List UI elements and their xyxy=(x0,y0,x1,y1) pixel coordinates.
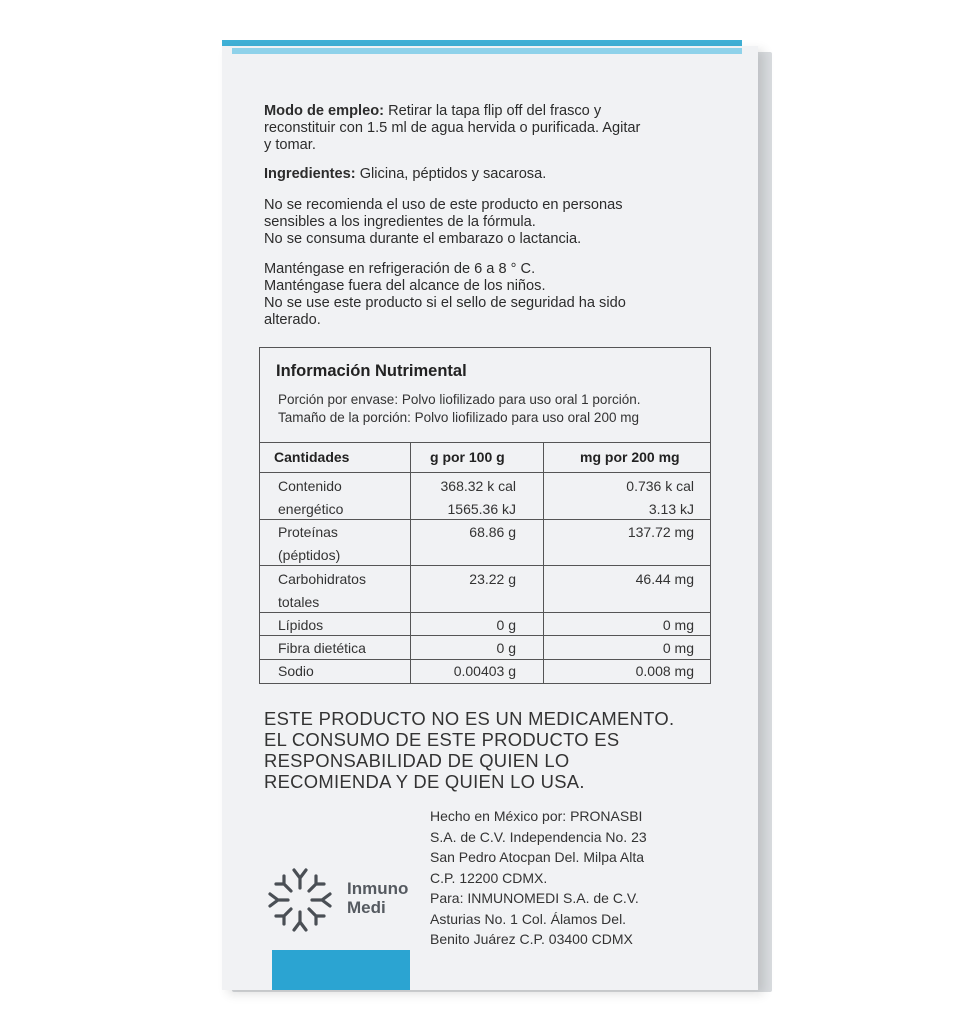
row-mg-value: 137.72 mg xyxy=(627,524,694,540)
disclaimer-line: RESPONSABILIDAD DE QUIEN LO xyxy=(264,750,570,771)
row-name: Contenido xyxy=(278,478,342,494)
manufacturer-line: Benito Juárez C.P. 03400 CDMX xyxy=(430,931,633,947)
row-g-value: 23.22 g xyxy=(469,571,516,587)
portion-size: Tamaño de la porción: Polvo liofilizado para uso oral 200 mg xyxy=(278,410,639,425)
manufacturer-line: Asturias No. 1 Col. Álamos Del. xyxy=(430,910,627,927)
portion-per-container: Porción por envase: Polvo liofilizado para uso oral 1 porción. xyxy=(278,392,641,407)
ingredients-label: Ingredientes: xyxy=(264,166,356,182)
table-divider xyxy=(260,472,710,473)
ingredients-paragraph xyxy=(264,166,714,183)
nutrition-table xyxy=(259,347,711,684)
warning-line: Manténgase fuera del alcance de los niños. xyxy=(264,278,546,294)
usage-paragraph xyxy=(264,103,714,154)
disclaimer-line: RECOMIENDA Y DE QUIEN LO USA. xyxy=(264,771,585,792)
usage-line2: reconstituir con 1.5 ml de agua hervida o purificada. Agitar xyxy=(264,120,641,136)
manufacturer-info xyxy=(430,806,730,950)
row-name: Proteínas xyxy=(278,524,338,540)
warning-line: No se recomienda el uso de este producto en personas xyxy=(264,197,623,213)
warning-line: No se use este producto si el sello de seguridad ha sido xyxy=(264,295,626,311)
row-mg-value: 0.008 mg xyxy=(635,663,694,679)
nutrition-title: Información Nutrimental xyxy=(276,362,467,380)
usage-line3: y tomar. xyxy=(264,137,316,153)
row-mg-value: 46.44 mg xyxy=(635,571,694,587)
row-name: Carbohidratos xyxy=(278,571,366,587)
disclaimer-line: ESTE PRODUCTO NO ES UN MEDICAMENTO. xyxy=(264,708,675,729)
brand-line1: Inmuno xyxy=(347,879,409,898)
usage-label: Modo de empleo: xyxy=(264,103,384,119)
row-name: Lípidos xyxy=(278,617,324,633)
bottom-accent-band xyxy=(272,950,410,990)
row-mg-value: 3.13 kJ xyxy=(648,501,694,517)
manufacturer-line: Para: INMUNOMEDI S.A. de C.V. xyxy=(430,890,639,906)
row-name: Fibra dietética xyxy=(278,640,366,656)
row-name: Sodio xyxy=(278,663,314,679)
warning-line: Manténgase en refrigeración de 6 a 8 ° C. xyxy=(264,261,536,277)
table-divider xyxy=(260,612,710,613)
manufacturer-line: S.A. de C.V. Independencia No. 23 xyxy=(430,828,647,845)
row-g-value: 0.00403 g xyxy=(453,663,516,679)
row-g-value: 0 g xyxy=(496,617,516,633)
table-column-divider xyxy=(543,442,544,683)
row-name: energético xyxy=(278,501,344,517)
header-mg-per-200mg: mg por 200 mg xyxy=(580,449,680,465)
top-accent-band-light xyxy=(232,48,742,54)
row-g-value: 368.32 k cal xyxy=(440,478,516,494)
row-g-value: 1565.36 kJ xyxy=(447,501,516,517)
disclaimer-line: EL CONSUMO DE ESTE PRODUCTO ES xyxy=(264,729,620,750)
warning-line: No se consuma durante el embarazo o lactancia. xyxy=(264,231,582,247)
manufacturer-line: San Pedro Atocpan Del. Milpa Alta xyxy=(430,849,645,865)
ingredients-text: Glicina, péptidos y sacarosa. xyxy=(359,166,547,182)
brand-line2: Medi xyxy=(347,898,386,917)
brand-name xyxy=(347,879,408,917)
manufacturer-line: Hecho en México por: PRONASBI xyxy=(430,808,643,824)
row-mg-value: 0 mg xyxy=(662,617,694,633)
warning-line: sensibles a los ingredientes de la fórmula. xyxy=(264,214,536,230)
table-divider xyxy=(260,442,710,443)
warnings-block-2 xyxy=(264,261,714,329)
usage-line1: Retirar la tapa flip off del frasco y xyxy=(388,103,602,119)
row-name: totales xyxy=(278,594,320,610)
row-name: (péptidos) xyxy=(278,547,341,563)
table-column-divider xyxy=(410,442,411,683)
row-g-value: 68.86 g xyxy=(469,524,516,540)
disclaimer xyxy=(264,708,724,792)
row-g-value: 0 g xyxy=(496,640,516,656)
antibody-cluster-icon xyxy=(264,866,336,939)
row-mg-value: 0.736 k cal xyxy=(626,478,694,494)
warnings-block-1 xyxy=(264,197,714,248)
header-quantities: Cantidades xyxy=(274,449,350,465)
header-g-per-100g: g por 100 g xyxy=(430,449,505,465)
manufacturer-line: C.P. 12200 CDMX. xyxy=(430,869,548,886)
warning-line: alterado. xyxy=(264,312,321,328)
row-mg-value: 0 mg xyxy=(662,640,694,656)
